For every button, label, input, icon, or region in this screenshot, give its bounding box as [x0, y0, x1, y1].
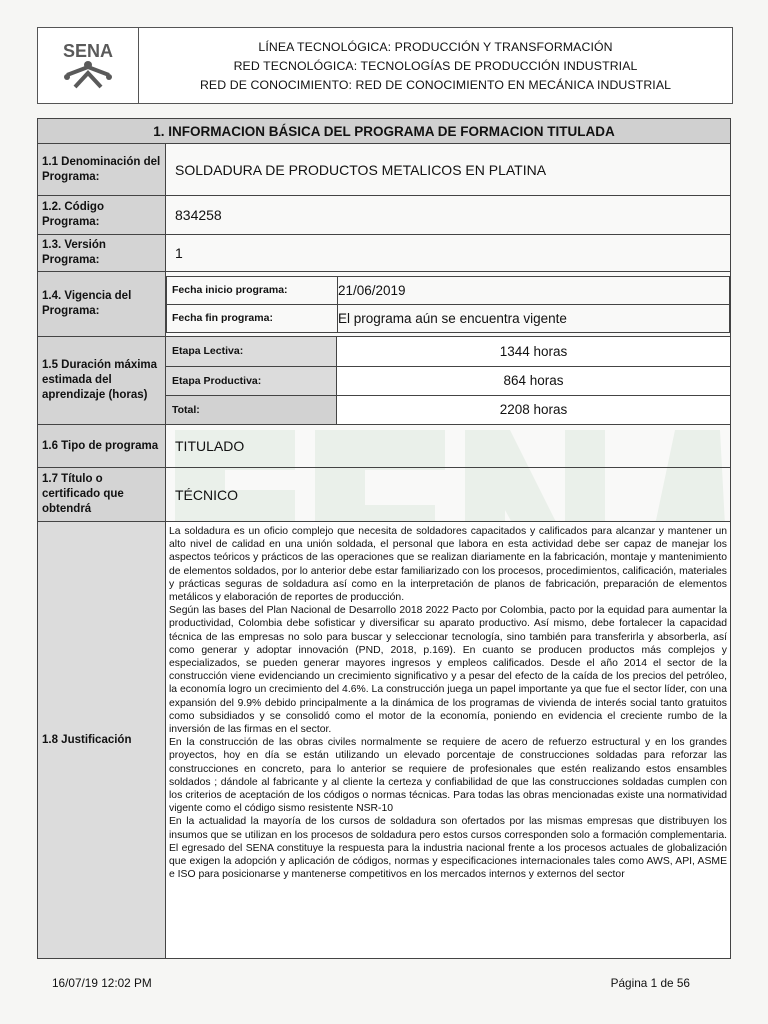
duracion-label: 1.5 Duración máxima estimada del aprendizaje (horas): [38, 337, 166, 425]
justificacion-text: [166, 522, 731, 959]
total-label: Total:: [166, 395, 337, 424]
duracion-table: [166, 337, 730, 424]
version-label: 1.3. Versión Programa:: [38, 235, 166, 272]
etapa-productiva-value: 864 horas: [337, 366, 731, 395]
etapa-lectiva-value: 1344 horas: [337, 337, 731, 366]
header-red-conocimiento: RED DE CONOCIMIENTO: RED DE CONOCIMIENTO EN MECÁNICA INDUSTRIAL: [199, 77, 672, 92]
logo-text: SENA: [62, 40, 114, 61]
footer-page-number: Página 1 de 56: [610, 976, 690, 990]
program-info-table: [37, 118, 731, 959]
codigo-label: 1.2. Código Programa:: [38, 196, 166, 235]
tipo-value: TITULADO: [166, 425, 731, 468]
etapa-lectiva-label: Etapa Lectiva:: [166, 337, 337, 366]
version-value: 1: [166, 235, 731, 272]
fecha-inicio-value: 21/06/2019: [338, 276, 730, 304]
justificacion-label: 1.8 Justificación: [38, 522, 166, 959]
denominacion-label: 1.1 Denominación del Programa:: [38, 144, 166, 196]
fecha-fin-label: Fecha fin programa:: [167, 304, 338, 332]
total-value: 2208 horas: [337, 395, 731, 424]
justificacion-paragraph: En la construcción de las obras civiles normalmente se requiere de acero de refuerzo estructural y en los grandes proyectos, hoy en día se están utilizando un elevado porcentaje de construcciones soldadas para reforzar las construcciones en concreto, para lo anterior se requiere de profesionales que estén realizando estos ensambles soldados ; dándole al fabricante y al cliente la certeza y confiabilidad de que las construcciones soldadas cumplen con los criterios de aceptación de los códigos o normas técnicas. Para todas las obras mencionadas existe una normatividad vigente como el código sismo resistente NSR-10: [169, 737, 727, 815]
vigencia-label: 1.4. Vigencia del Programa:: [38, 272, 166, 337]
justificacion-paragraph: Según las bases del Plan Nacional de Desarrollo 2018 2022 Pacto por Colombia, pacto por la equidad para aumentar la productividad, Colombia debe sofisticar y diversificar su aparato productivo. Así mismo, debe fortalecer la capacidad técnica de las empresas no solo para buscar y seleccionar tecnología, sino también para transferirla y absorberla, así como generar y adoptar innovación (PND, 2018, p.169). En cuanto se producen productos más complejos y especializados, se pueden generar mayores ingresos y empleos calificados. Desde el año 2014 el sector de la construcción viene evidenciando un crecimiento significativo y a pesar del efecto de la caída de los precios del petróleo, la economía logro un crecimiento del 4.6%. La construcción juega un papel importante ya que fue el sector líder, con una expansión del 9.9% debido principalmente a la dinámica de los programas de vivienda de interés social tanto gratuitos como subsidiados y se consolidó como el motor de la economía, poniendo en evidencia el creciente rumbo de la inversión de las firmas en el sector.: [169, 605, 727, 736]
section-title: 1. INFORMACION BÁSICA DEL PROGRAMA DE FORMACION TITULADA: [38, 119, 731, 144]
sena-logo-icon: [53, 37, 123, 95]
denominacion-value: SOLDADURA DE PRODUCTOS METALICOS EN PLATINA: [166, 144, 731, 196]
justificacion-paragraph: En la actualidad la mayoría de los cursos de soldadura son ofertados por las mismas empresas que distribuyen los insumos que se utilizan en los procesos de soldadura pero estos cursos corresponden solo a formación complementaria. El egresado del SENA constituye la respuesta para la industria nacional frente a los procesos actuales de globalización que exigen la adopción y aplicación de códigos, normas y especificaciones internacionales tales como AWS, API, ASME e ISO para posicionarse y mantenerse competitivos en los mercados internos y externos del sector: [169, 816, 727, 881]
sena-logo: [38, 28, 139, 103]
fecha-inicio-label: Fecha inicio programa:: [167, 276, 338, 304]
tipo-label: 1.6 Tipo de programa: [38, 425, 166, 468]
header-red-tecnologica: RED TECNOLÓGICA: TECNOLOGÍAS DE PRODUCCIÓN INDUSTRIAL: [233, 58, 638, 73]
titulo-label: 1.7 Título o certificado que obtendrá: [38, 468, 166, 522]
titulo-value: TÉCNICO: [166, 468, 731, 522]
etapa-productiva-label: Etapa Productiva:: [166, 366, 337, 395]
fecha-fin-value: El programa aún se encuentra vigente: [338, 304, 730, 332]
document-header: [37, 27, 733, 104]
header-line-tecnologica: LÍNEA TECNOLÓGICA: PRODUCCIÓN Y TRANSFORMACIÓN: [258, 39, 613, 54]
codigo-value: 834258: [166, 196, 731, 235]
justificacion-paragraph: La soldadura es un oficio complejo que necesita de soldadores capacitados y calificados para alcanzar y mantener un alto nivel de calidad en una unión soldada, el personal que labora en esta actividad debe ser capaz de manejar los aspectos teóricos y prácticos de las operaciones que se realizan diariamente en la fabricación, montaje y mantenimiento de elementos soldados, por lo anterior debe estar familiarizado con los procesos, procedimientos, calificación, materiales y prácticas seguras de soldadura así como en la interpretación de planos de fabricación, preparación de elementos metálicos y elaboración de reportes de producción.: [169, 526, 727, 604]
footer-date: 16/07/19 12:02 PM: [52, 976, 152, 990]
